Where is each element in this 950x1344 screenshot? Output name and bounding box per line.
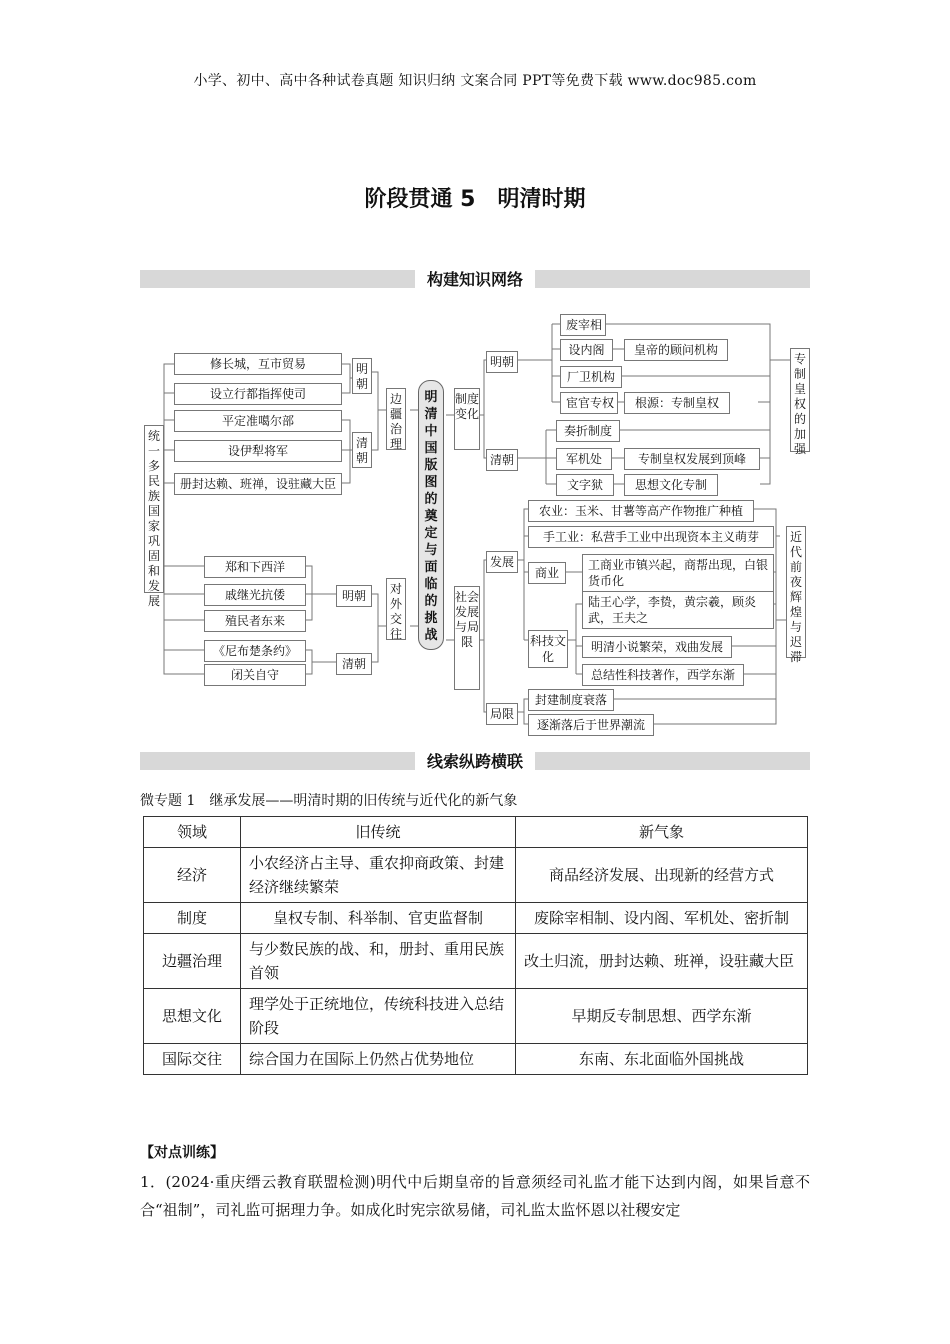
practice-heading: 【对点训练】 <box>140 1145 224 1161</box>
section-label-network: 构建知识网络 <box>415 267 535 290</box>
q1-prefix: 1．(2024· <box>140 1173 215 1191</box>
limit-item: 逐渐落后于世界潮流 <box>528 714 654 736</box>
develop-handicraft: 手工业：私营手工业中出现资本主义萌芽 <box>528 526 774 548</box>
foreign-ming-label: 明朝 <box>336 585 372 607</box>
foreign-ming-item: 戚继光抗倭 <box>204 584 306 606</box>
q1-text: )明代中后期皇帝的旨意须经司礼监才能下达到内阁，如果旨意不合“祖制”，司礼监可据理力争。如成化时宪宗欲易储，司礼监太监怀恩以社稷安定 <box>140 1173 810 1219</box>
table-row <box>144 989 808 1044</box>
border-qing-item: 设伊犁将军 <box>174 440 342 462</box>
scicult-item: 明清小说繁荣，戏曲发展 <box>582 636 732 658</box>
ming-system-item: 废宰相 <box>560 314 606 336</box>
border-ming-item: 设立行都指挥使司 <box>174 383 342 405</box>
table-cell: 皇权专制、科举制、官吏监督制 <box>241 903 516 934</box>
comparison-table <box>143 816 808 1075</box>
develop-scicult: 科技文化 <box>528 630 568 668</box>
table-cell: 小农经济占主导、重农抑商政策、封建经济继续繁荣 <box>241 848 516 903</box>
ming-system-item: 设内阁 <box>560 339 613 361</box>
qing-system-note: 思想文化专制 <box>624 474 718 496</box>
table-cell: 国际交往 <box>144 1044 241 1075</box>
foreign-relations-box: 对外交往 <box>386 578 406 640</box>
border-qing-item: 平定准噶尔部 <box>174 410 342 432</box>
table-cell: 理学处于正统地位，传统科技进入总结阶段 <box>241 989 516 1044</box>
table-cell: 东南、东北面临外国挑战 <box>516 1044 808 1075</box>
foreign-ming-item: 殖民者东来 <box>204 610 306 632</box>
table-cell: 改土归流，册封达赖、班禅，设驻藏大臣 <box>516 934 808 989</box>
develop-label: 发展 <box>486 551 518 573</box>
table-cell: 经济 <box>144 848 241 903</box>
foreign-ming-item: 郑和下西洋 <box>204 556 306 578</box>
border-qing-label: 清朝 <box>352 432 372 468</box>
border-governance-box: 边疆治理 <box>386 388 406 450</box>
table-cell: 商品经济发展、出现新的经营方式 <box>516 848 808 903</box>
page-title: 阶段贯通 5 明清时期 <box>364 187 586 212</box>
table-cell: 思想文化 <box>144 989 241 1044</box>
section-bar-network <box>140 270 810 288</box>
table-row <box>144 903 808 934</box>
border-ming-item: 修长城，互市贸易 <box>174 353 342 375</box>
society-box: 社会发展与局限 <box>454 586 480 690</box>
table-cell: 早期反专制思想、西学东渐 <box>516 989 808 1044</box>
qing-system-item: 奏折制度 <box>556 420 620 442</box>
qing-system-note: 专制皇权发展到顶峰 <box>624 448 760 470</box>
table-cell: 综合国力在国际上仍然占优势地位 <box>241 1044 516 1075</box>
scicult-item: 陆王心学，李贽，黄宗羲，顾炎武，王夫之 <box>582 591 774 629</box>
system-ming-label: 明朝 <box>486 351 518 373</box>
q1-source: 重庆缙云教育联盟检测 <box>214 1173 370 1191</box>
table-cell: 与少数民族的战、和，册封、重用民族首领 <box>241 934 516 989</box>
develop-agriculture: 农业：玉米、甘薯等高产作物推广种植 <box>528 500 754 522</box>
foreign-qing-item: 闭关自守 <box>204 664 306 686</box>
table-cell: 边疆治理 <box>144 934 241 989</box>
foreign-qing-item: 《尼布楚条约》 <box>204 640 306 662</box>
modern-eve-box: 近代前夜辉煌与迟滞 <box>786 526 806 658</box>
qing-system-item: 军机处 <box>556 448 612 470</box>
table-cell: 废除宰相制、设内阁、军机处、密折制 <box>516 903 808 934</box>
table-header-row <box>144 817 808 848</box>
commerce-note: 工商业市镇兴起，商帮出现，白银货币化 <box>582 554 774 592</box>
ming-system-note: 皇帝的顾问机构 <box>624 339 728 361</box>
table-row <box>144 934 808 989</box>
section-bar-clues <box>140 752 810 770</box>
mindmap-center: 明清中国版图的奠定与面临的挑战 <box>418 380 444 650</box>
subtopic-heading: 微专题 1 继承发展——明清时期的旧传统与近代化的新气象 <box>140 793 518 809</box>
table-row <box>144 1044 808 1075</box>
limit-item: 封建制度衰落 <box>528 689 614 711</box>
section-label-clues: 线索纵跨横联 <box>415 749 535 772</box>
limit-label: 局限 <box>486 703 518 725</box>
knowledge-mindmap <box>140 300 810 740</box>
border-qing-item: 册封达赖、班禅，设驻藏大臣 <box>174 473 342 495</box>
table-header: 旧传统 <box>241 817 516 848</box>
left-root-box: 统一多民族国家巩固和发展 <box>144 425 164 593</box>
table-header: 新气象 <box>516 817 808 848</box>
table-row <box>144 848 808 903</box>
table-header: 领域 <box>144 817 241 848</box>
develop-commerce: 商业 <box>528 562 566 584</box>
question-1 <box>140 1168 810 1224</box>
scicult-item: 总结性科技著作，西学东渐 <box>582 664 744 686</box>
table-cell: 制度 <box>144 903 241 934</box>
system-qing-label: 清朝 <box>486 449 518 471</box>
ming-system-item: 宦官专权 <box>560 392 618 414</box>
qing-system-item: 文字狱 <box>556 474 614 496</box>
autocracy-strengthen-box: 专制皇权的加强 <box>790 348 810 452</box>
ming-system-item: 厂卫机构 <box>560 366 622 388</box>
system-change-box: 制度变化 <box>454 388 480 450</box>
site-header: 小学、初中、高中各种试卷真题 知识归纳 文案合同 PPT等免费下载 www.doc985.com <box>193 73 757 89</box>
ming-system-note: 根源：专制皇权 <box>624 392 730 414</box>
foreign-qing-label: 清朝 <box>336 653 372 675</box>
border-ming-label: 明朝 <box>352 358 372 394</box>
